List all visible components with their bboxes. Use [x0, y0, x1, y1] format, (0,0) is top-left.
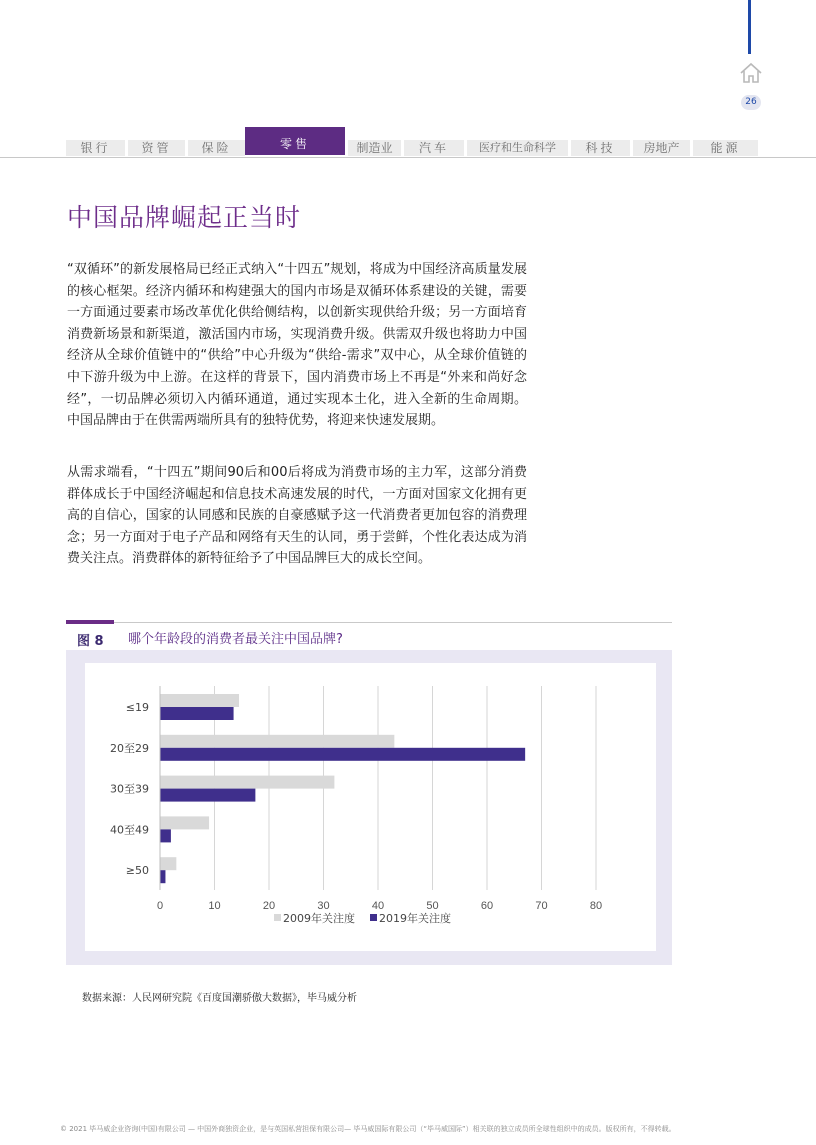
x-tick-label: 60 [480, 900, 494, 912]
legend-swatch [370, 914, 377, 921]
bar-2019 [160, 829, 171, 842]
tab-asset-management[interactable]: 资管 [125, 140, 185, 156]
tab-banking[interactable]: 银行 [63, 140, 125, 156]
bar-2009 [160, 735, 394, 748]
page-title: 中国品牌崛起正当时 [67, 203, 302, 232]
figure-label: 图 8 [77, 634, 104, 649]
bar-2009 [160, 857, 176, 870]
body-paragraph: “双循环”的新发展格局已经正式纳入“十四五”规划，将成为中国经济高质量发展的核心框架。经济内循环和构建强大的国内市场是双循环体系建设的关键，需要一方面通过要素市场改革优化供给侧结构，以创新实现供给升级；另一方面培育消费新场景和新渠道，激活国内市场，实现消费升级。供需双升级也将助力中国经济从全球价值链中的“供给”中心升级为“供给-需求”双中心，从全球价值链的中下游升级为中上游。在这样的背景下，国内消费市场上不再是“外来和尚好念经”，一切品牌必须切入内循环通道，通过实现本土化，进入全新的生命周期。中国品牌由于在供需两端所具有的独特优势，将迎来快速发展期。 [67, 262, 527, 429]
x-tick-label: 20 [262, 900, 276, 912]
tab-retail[interactable]: 零售 [245, 127, 345, 155]
data-source: 数据来源：人民网研究院《百度国潮骄傲大数据》，毕马威分析 [82, 993, 357, 1004]
bar-2019 [160, 870, 165, 883]
x-tick-label: 10 [208, 900, 221, 912]
x-tick-label: 40 [371, 900, 385, 912]
tab-healthcare[interactable]: 医疗和生命科学 [464, 140, 568, 156]
legend-label: 2019年关注度 [379, 912, 451, 925]
tab-automotive[interactable]: 汽车 [401, 140, 464, 156]
tab-energy[interactable]: 能源 [690, 140, 758, 156]
bar-2019 [160, 789, 255, 802]
legend-swatch [274, 914, 281, 921]
bar-2009 [160, 694, 239, 707]
y-category-label: 20至29 [110, 741, 149, 755]
bar-2009 [160, 776, 334, 789]
tab-real-estate[interactable]: 房地产 [630, 140, 690, 156]
y-category-label: 30至39 [110, 782, 149, 796]
copyright-footer: © 2021 毕马威企业咨询(中国)有限公司 — 中国外商独资企业，是与英国私营担保有限公司— 毕马威国际有限公司（“毕马威国际”）相关联的独立成员所全球性组织中的成员。版权所有，不得转载。 [60, 1125, 676, 1133]
y-category-label: ≤19 [125, 701, 149, 714]
tab-insurance[interactable]: 保险 [185, 140, 245, 156]
bar-2009 [160, 816, 209, 829]
tab-manufacturing[interactable]: 制造业 [345, 140, 401, 156]
y-category-label: 40至49 [110, 823, 149, 837]
x-tick-label: 30 [317, 900, 330, 912]
legend-label: 2009年关注度 [283, 912, 355, 925]
bar-2019 [160, 748, 525, 761]
x-tick-label: 70 [535, 900, 548, 912]
x-tick-label: 0 [156, 900, 164, 912]
bar-2019 [160, 707, 234, 720]
x-tick-label: 80 [589, 900, 603, 912]
x-tick-label: 50 [426, 900, 439, 912]
y-category-label: ≥50 [125, 864, 149, 878]
body-paragraph: 从需求端看，“十四五”期间90后和00后将成为消费市场的主力军，这部分消费群体成长于中国经济崛起和信息技术高速发展的时代，一方面对国家文化拥有更高的自信心，国家的认同感和民族的自豪感赋予这一代消费者更加包容的消费理念；另一方面对于电子产品和网络有天生的认同，勇于尝鲜，个性化表达成为消费关注点。消费群体的新特征给予了中国品牌巨大的成长空间。 [67, 465, 527, 567]
tab-technology[interactable]: 科技 [568, 140, 630, 156]
page-number: 26 [741, 95, 761, 110]
figure-title: 哪个年龄段的消费者最关注中国品牌? [128, 632, 343, 647]
